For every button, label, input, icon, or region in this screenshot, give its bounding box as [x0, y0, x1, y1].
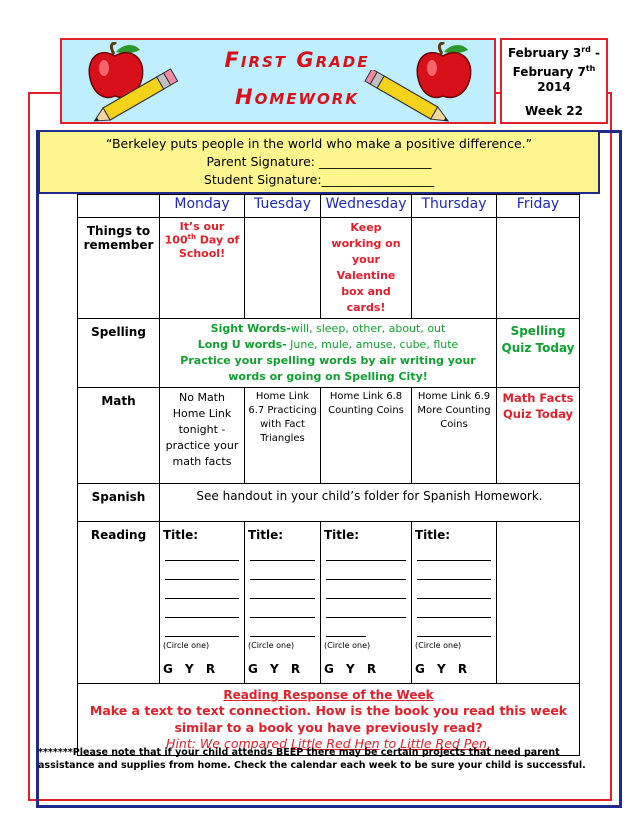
math-row: [78, 388, 580, 484]
remember-thursday: [412, 218, 497, 319]
response-title: Reading Response of the Week: [223, 688, 434, 702]
row-label-reading: Reading: [78, 522, 160, 684]
reading-tuesday: Title: (Circle one) G Y R: [245, 522, 321, 684]
row-label-spanish: Spanish: [78, 484, 160, 522]
remember-friday: [497, 218, 580, 319]
reading-monday: Title: (Circle one) G Y R: [160, 522, 245, 684]
day-monday: Monday: [160, 195, 245, 218]
remember-row: [78, 218, 580, 319]
date-range-start: February 3rd -: [507, 45, 601, 60]
reading-thursday: Title: (Circle one) G Y R: [412, 522, 497, 684]
remember-monday: It’s our 100th Day of School!: [160, 218, 245, 319]
row-label-spelling: Spelling: [78, 319, 160, 388]
math-tuesday: Home Link 6.7 Practicing with Fact Triangles: [245, 388, 321, 484]
quote-box: [38, 130, 600, 194]
week-label: Week 22: [525, 104, 583, 118]
day-wednesday: Wednesday: [321, 195, 412, 218]
math-wednesday: Home Link 6.8 Counting Coins: [321, 388, 412, 484]
spelling-friday: Spelling Quiz Today: [497, 319, 580, 388]
spanish-text: See handout in your child’s folder for Spanish Homework.: [160, 484, 580, 522]
response-hint: Hint: We compared Little Red Hen to Little Red Pen.: [166, 736, 491, 751]
response-row: [78, 684, 580, 756]
footer-note: *******Please note that if your child attends BEEP there may be certain projects that need parent assistance and supplies from home. Check the calendar each week to be sure your child is successful.: [38, 747, 586, 771]
corner-cell: [78, 195, 160, 218]
row-label-math: Math: [78, 388, 160, 484]
date-box: [500, 38, 608, 124]
day-friday: Friday: [497, 195, 580, 218]
reading-row: [78, 522, 580, 684]
pencil-icon: [362, 70, 458, 128]
spelling-row: [78, 319, 580, 388]
title-line-1: First Grade: [224, 48, 370, 72]
reading-wednesday: Title: (Circle one) G Y R: [321, 522, 412, 684]
reading-response: [78, 684, 580, 756]
day-tuesday: Tuesday: [245, 195, 321, 218]
math-monday: No Math Home Link tonight -practice your math facts: [160, 388, 245, 484]
remember-tuesday: [245, 218, 321, 319]
math-thursday: Home Link 6.9 More Counting Coins: [412, 388, 497, 484]
row-label-remember: Things to remember: [78, 218, 160, 319]
date-range-end: February 7th: [512, 64, 596, 79]
days-header-row: [78, 195, 580, 218]
homework-table: [77, 194, 580, 756]
student-signature: Student Signature:__________________: [203, 172, 435, 187]
response-body: Make a text to text connection. How is the book you read this week similar to a book you have previously read?: [89, 703, 568, 735]
remember-wednesday: Keep working on your Valentine box and cards!: [321, 218, 412, 319]
date-year: 2014: [537, 80, 571, 94]
spanish-row: [78, 484, 580, 522]
motto: “Berkeley puts people in the world who make a positive difference.”: [105, 136, 533, 151]
reading-friday: [497, 522, 580, 684]
spelling-words: Sight Words-will, sleep, other, about, out Long U words- June, mule, amuse, cube, flute Practice your spelling words by air writing your words or going on Spelling City!: [160, 319, 497, 388]
pencil-icon: [88, 68, 184, 126]
title-line-2: Homework: [235, 85, 359, 109]
parent-signature: Parent Signature: __________________: [206, 154, 432, 169]
math-friday: Math Facts Quiz Today: [497, 388, 580, 484]
day-thursday: Thursday: [412, 195, 497, 218]
header-banner: [60, 38, 496, 124]
